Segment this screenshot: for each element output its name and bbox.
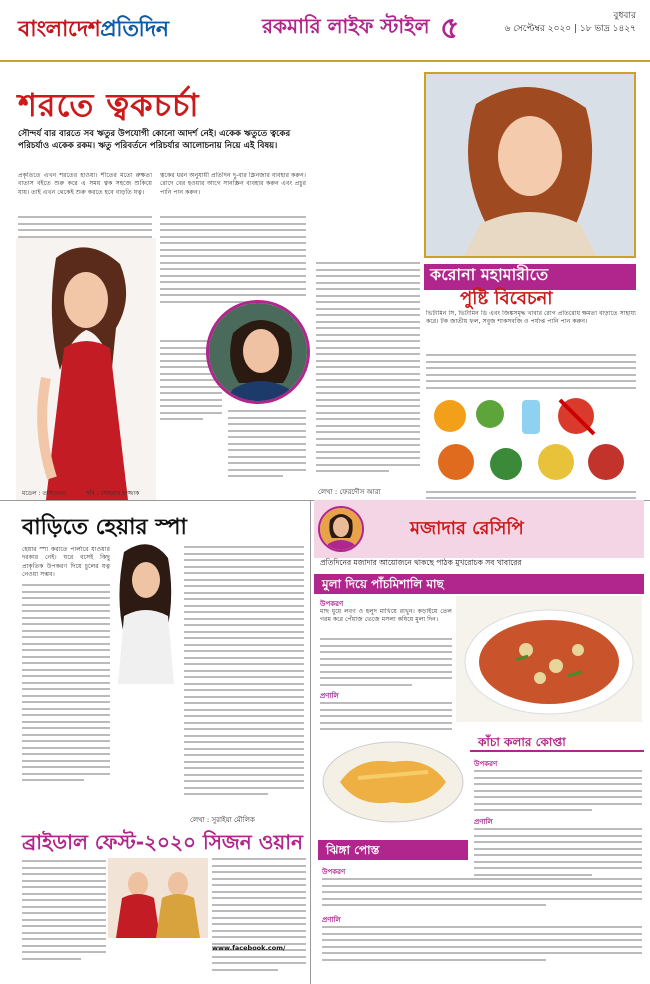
- dish3-ingredients-label: উপকরণ: [322, 868, 346, 876]
- dish1-text: [320, 638, 452, 690]
- logo-sub: প্রতিদিন: [100, 16, 169, 42]
- dish2-method-text: [474, 828, 642, 880]
- chef-avatar: [318, 506, 364, 552]
- story1-deck: সৌন্দর্য বার বারতে সব ঋতুর উপযোগী কোনো আদর্শ নেই। একেক ঋতুতে ত্বকের পরিচর্যাও একেক রকম। ঋতু পরিবর্তনে পরিচর্যার আলোচনায় নিয়ে এই বিষয়।: [18, 129, 291, 151]
- bridal-photo: [108, 858, 208, 938]
- newspaper-logo[interactable]: [18, 12, 169, 49]
- story1-text-column-2: [160, 216, 306, 307]
- story3-byline: লেখা : সুরাইয়া মৌলিক: [190, 816, 255, 824]
- recipe-section-title: মজাদার রেসিপি: [410, 518, 524, 539]
- story1-headline: শরতে ত্বকচর্চা: [18, 86, 200, 124]
- story3-text-column-1: [22, 584, 110, 786]
- dateline: [505, 10, 637, 36]
- dish3-method-label: প্রণালি: [322, 916, 341, 924]
- dish2-method-label: প্রণালি: [474, 818, 493, 826]
- page-number: ৫: [440, 11, 460, 46]
- story2-body-intro: ভিটামিন সি, ভিটামিন ডি এবং জিঙ্কসমৃদ্ধ খাবার রোগ প্রতিরোধ ক্ষমতা বাড়াতে সাহায্য করে। টক জাতীয় ফল, সবুজ শাকসবজি ও পর্যাপ্ত পানি পান করুন।: [426, 310, 636, 326]
- model-photo-red-dress: [16, 238, 156, 500]
- story1-text-column-3: [228, 410, 306, 482]
- story2-headline-line2: পুষ্টি বিবেচনা: [460, 288, 553, 309]
- dateline-date: ৬ সেপ্টেম্বর ২০২০ | ১৮ ভাদ্র ১৪২৭: [504, 24, 636, 34]
- dish2-title: কাঁচা কলার কোপ্তা: [470, 732, 644, 752]
- dish2-text: [474, 770, 642, 816]
- section-title: রকমারি লাইফ স্টাইল: [262, 14, 430, 38]
- model-photo-portrait: [424, 72, 636, 258]
- story3-body-intro: হেয়ার স্পা করাতে পার্লারে যাওয়ার দরকার নেই। ঘরে বসেই কিছু প্রাকৃতিক উপকরণ দিয়ে চুলের যত্ন নেওয়া সম্ভব।: [22, 546, 110, 579]
- story4-text-column-1: [22, 860, 106, 964]
- story3-headline: বাড়িতে হেয়ার স্পা: [22, 515, 187, 540]
- photo-credit: ছবি : সোহরাব রাজ্জাক: [86, 490, 140, 497]
- dish1-method-label: প্রণালি: [320, 692, 339, 700]
- dish2-ingredients-label: উপকরণ: [474, 760, 498, 768]
- story1-body-intro: প্রকৃতিতে এখন শরতের হাওয়া। শীতের মতো রুক্ষতা বাতাস বইতে শুরু করে এ সময় ত্বক সহজে শুকিয়ে যায়। তাই এখন থেকেই শুরু করতে হবে বাড়তি যত্ন।: [18, 172, 152, 196]
- model-photo-hair: [110, 542, 180, 684]
- food-illustration: [426, 392, 636, 488]
- dish1-body: মাছ ধুয়ে লবণ ও হলুদ মাখিয়ে রাখুন। কড়াইয়ে তেল গরম করে পেঁয়াজ ভেজে মসলা কষিয়ে মুলা দিন।: [320, 608, 452, 624]
- column-divider: [310, 500, 311, 984]
- story2-byline: লেখা : ফেরদৌস আরা: [318, 488, 381, 496]
- model-photo-circle-inset: [206, 300, 310, 404]
- story1-body-col2: ত্বকের ধরন অনুযায়ী প্রতিদিন দু-বার ক্লিনজার ব্যবহার করুন। রোদে বের হওয়ার আগে সানস্ক্রিন ব্যবহার করুন এবং প্রচুর পানি পান করুন।: [160, 172, 306, 196]
- story2-text-mid-column: [316, 262, 420, 477]
- dish1-ingredients-label: উপকরণ: [320, 600, 344, 608]
- logo-main: বাংলাদেশ: [18, 16, 101, 42]
- story3-text-column-2: [184, 546, 304, 800]
- recipe-deck: প্রতিদিনের মজাদার আয়োজনে থাকছে পাঠক মুখরোচক সব খাবারের: [320, 558, 522, 567]
- story4-url[interactable]: www.facebook.com/: [212, 944, 286, 952]
- dish1-photo: [456, 596, 642, 722]
- story4-headline: ব্রাইডাল ফেস্ট-২০২০ সিজন ওয়ান: [22, 830, 303, 854]
- story4-text-column-2: [212, 858, 306, 975]
- dish3-text: [322, 878, 642, 911]
- dateline-day: বুধবার: [613, 11, 636, 21]
- dish1-title: মুলা দিয়ে পাঁচমিশালি মাছ: [314, 574, 644, 594]
- dish2-photo: [318, 732, 468, 828]
- masthead: [0, 0, 650, 62]
- story2-headline-line1: করোনা মহামারীতে: [430, 265, 549, 284]
- dish3-method-text: [322, 926, 642, 965]
- model-credit: মডেল : তাসনোভা: [22, 490, 67, 497]
- dish3-title: ঝিঙ্গা পোস্ত: [318, 840, 468, 860]
